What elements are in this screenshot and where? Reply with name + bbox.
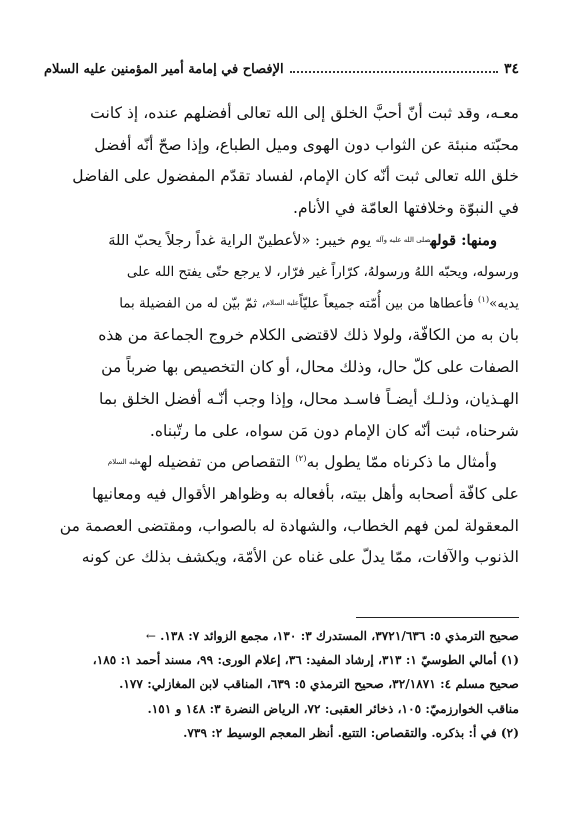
body-line: شرحناه، ثبت أنّه كان الإمام دون مَن سواه، على ما رتّبناه. xyxy=(149,421,519,440)
footnote-line: (١) أمالي الطوسيّ ١: ٣١٣، إرشاد المفيد: ٣٦، إعلام الورى: ٩٩، مسند أحمد ١: ١٨٥، xyxy=(92,653,519,668)
running-title: الإفصاح في إمامة أمير المؤمنين عليه السلام xyxy=(44,61,284,77)
body-text: ، ثمّ بيّن له من الفضيلة بما xyxy=(119,296,266,312)
footnote-line xyxy=(44,624,519,648)
footnotes xyxy=(44,624,519,745)
body-text: يوم خيبر: «لأعطينّ الراية غداً رجلاً يحبّ اللهَ xyxy=(108,231,376,249)
body-text: فأعطاها من بين أُمّته جميعاً عليّاً xyxy=(299,296,478,312)
footnote-line: (٢) في أ: بذكره. والتقصاص: التتبع. أنظر المعجم الوسيط ٢: ٧٣٩. xyxy=(183,725,519,740)
body-line: ورسوله، ويحبّه اللهُ ورسولهُ، كرّاراً غير فرّار، لا يرجع حتّى يفتح الله على xyxy=(126,264,519,280)
body-line xyxy=(44,288,519,320)
body-text: وأمثال ما ذكرناه ممّا يطول به xyxy=(306,453,497,472)
body-line: بان به من الكافّة، ولولا ذلك لاقتضى الكلام خروج الجماعة من هذه xyxy=(98,326,519,345)
honorific-mark: عليه السلام xyxy=(107,458,141,467)
body-line: الصفات على كلّ حال، وذلك محال، أو كان التخصيص بها ضرباً من xyxy=(101,358,519,377)
body-line: خلق الله تعالى ثبت أنّه كان الإمام، لفساد تقدّم المفضول على الفاضل xyxy=(72,167,519,186)
body-text: التقصاص من تفضيله له xyxy=(140,453,296,472)
body-line: في النبوّة وخلافتها العامّة في الأنام. xyxy=(293,199,519,218)
body-line: معـه، وقد ثبت أنّ أحبَّ الخلق إلى الله تعالى أفضلهم عنده، إذ كانت xyxy=(90,104,519,122)
continuation-arrow-icon: ← xyxy=(145,629,156,643)
page-number: ٣٤ xyxy=(503,61,519,77)
body-text: يديه» xyxy=(489,296,519,312)
footnote-separator xyxy=(356,617,519,618)
body-line xyxy=(44,225,519,257)
body-line: محبّته منبئة عن الثواب دون الهوى وميل الطباع، وإذا صحّ أنّه أفضل xyxy=(94,135,519,154)
section-lead: ومنها: قوله xyxy=(430,231,497,249)
main-text xyxy=(44,98,519,574)
footnote-line: صحيح مسلم ٤: ٣٢/١٨٧١، صحيح الترمذي ٥: ٦٣٩، المناقب لابن المغازلي: ١٧٧. xyxy=(119,677,519,692)
header-dot-leader xyxy=(290,71,498,73)
footnote-ref-2[interactable]: (٢) xyxy=(295,454,307,465)
honorific-mark: صلى الله عليه وآله xyxy=(375,235,431,244)
body-line: الذنوب والآفات، ممّا يدلّ على غناه عن الأمّة، ويكشف بذلك عن كونه xyxy=(81,548,519,567)
body-line xyxy=(44,447,519,479)
body-line: المعقولة لمن فهم الخطاب، والشهادة له بالصواب، ومقتضى العصمة من xyxy=(59,516,519,535)
running-header xyxy=(44,58,519,80)
body-line: الهـذيان، وذلـك أيضـاً فاسـد محال، وإذا وجب أنّـه أفضل الخلق بما xyxy=(99,389,519,408)
footnote-ref-1[interactable]: (١) xyxy=(477,295,490,306)
footnote-text: صحيح الترمذي ٥: ٣٧٢١/٦٣٦، المستدرك ٣: ١٣٠، مجمع الزوائد ٧: ١٣٨. xyxy=(160,629,519,643)
body-line: على كافّة أصحابه وأهل بيته، بأفعاله به وظواهر الأقوال فيه ومعانيها xyxy=(91,485,519,504)
honorific-mark: عليه السلام xyxy=(265,299,300,308)
footnote-line: مناقب الخوارزميّ: ١٠٥، ذخائر العقبى: ٧٢، الرياض النضرة ٣: ١٤٨ و ١٥١. xyxy=(147,701,519,716)
